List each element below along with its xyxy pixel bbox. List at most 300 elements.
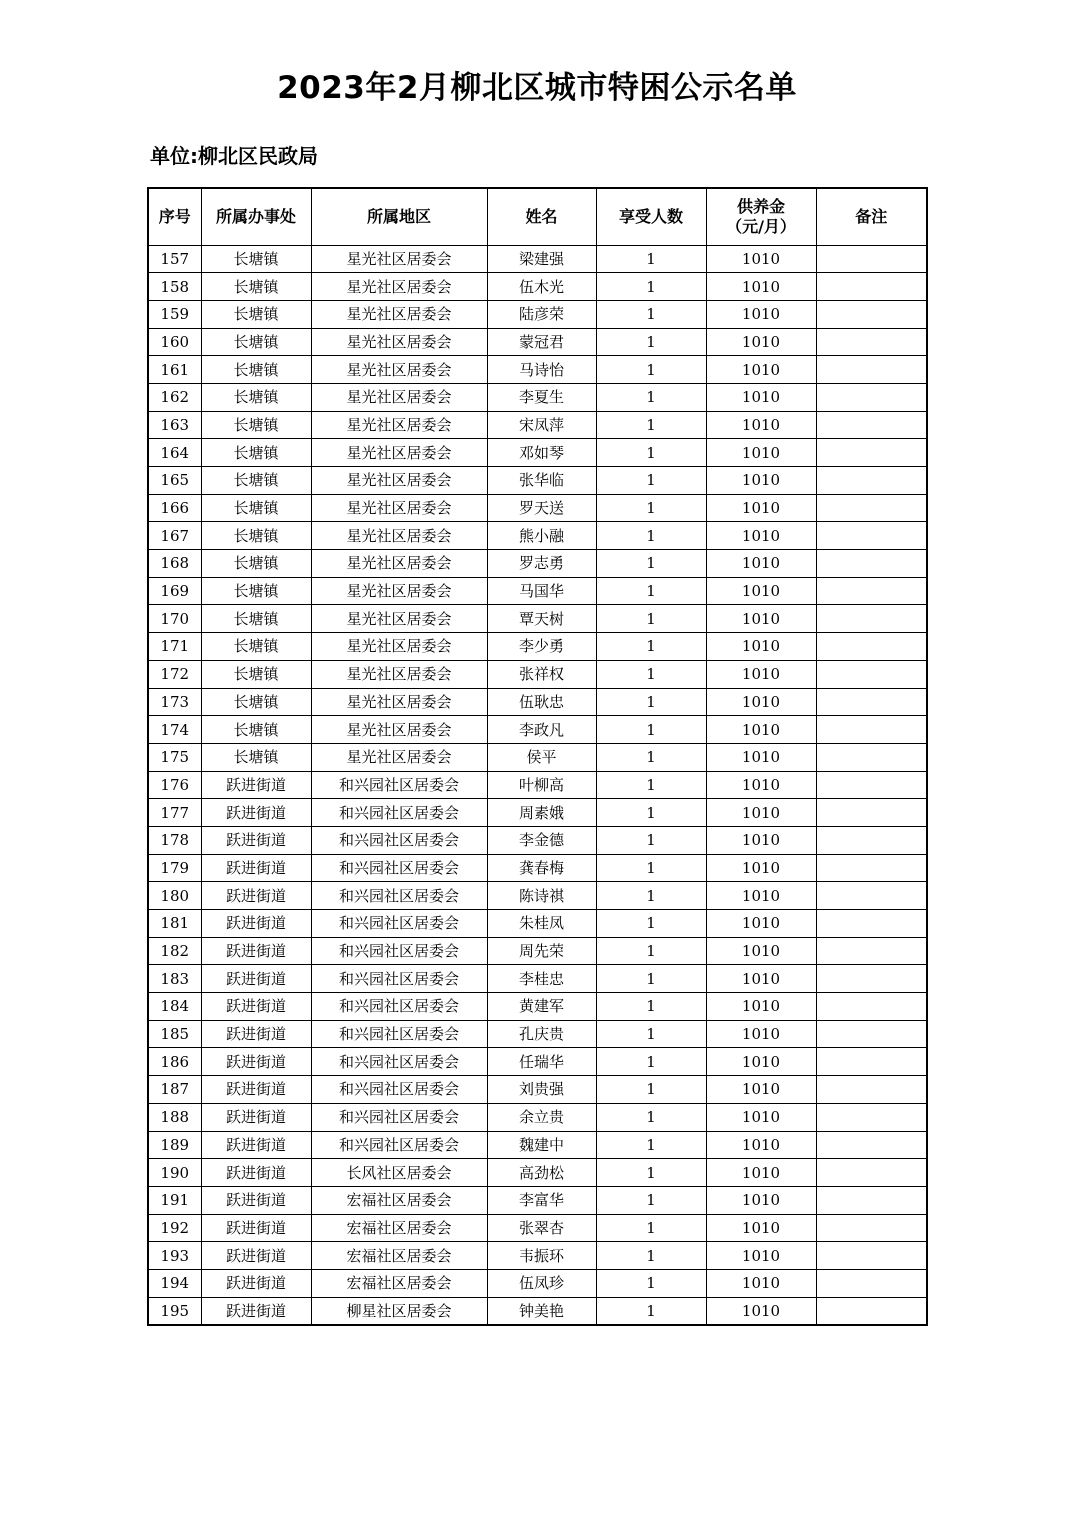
cell-name: 马诗怡	[487, 356, 596, 384]
cell-pension: 1010	[706, 1186, 816, 1214]
cell-remark	[816, 522, 927, 550]
cell-office: 长塘镇	[201, 494, 311, 522]
table-row	[148, 937, 927, 965]
cell-pension: 1010	[706, 771, 816, 799]
page-title: 2023年2月柳北区城市特困公示名单	[277, 70, 797, 106]
cell-count: 1	[596, 743, 706, 771]
cell-seq: 167	[148, 522, 201, 550]
cell-office: 长塘镇	[201, 716, 311, 744]
table-row	[148, 993, 927, 1021]
cell-name: 罗志勇	[487, 550, 596, 578]
cell-office: 跃进街道	[201, 1214, 311, 1242]
cell-remark	[816, 467, 927, 495]
cell-name: 宋凤萍	[487, 411, 596, 439]
table-body	[148, 245, 927, 1325]
cell-seq: 185	[148, 1020, 201, 1048]
cell-seq: 158	[148, 273, 201, 301]
cell-count: 1	[596, 1131, 706, 1159]
cell-office: 长塘镇	[201, 522, 311, 550]
cell-name: 刘贵强	[487, 1076, 596, 1104]
cell-count: 1	[596, 799, 706, 827]
cell-pension: 1010	[706, 882, 816, 910]
cell-office: 长塘镇	[201, 328, 311, 356]
cell-pension: 1010	[706, 799, 816, 827]
table-row	[148, 1242, 927, 1270]
cell-area: 星光社区居委会	[311, 467, 487, 495]
cell-remark	[816, 577, 927, 605]
cell-office: 长塘镇	[201, 467, 311, 495]
header-name: 姓名	[487, 188, 596, 245]
cell-pension: 1010	[706, 300, 816, 328]
cell-pension: 1010	[706, 467, 816, 495]
cell-count: 1	[596, 1076, 706, 1104]
cell-pension: 1010	[706, 411, 816, 439]
cell-remark	[816, 882, 927, 910]
cell-seq: 179	[148, 854, 201, 882]
cell-count: 1	[596, 910, 706, 938]
table-row	[148, 467, 927, 495]
cell-seq: 182	[148, 937, 201, 965]
cell-remark	[816, 550, 927, 578]
cell-office: 跃进街道	[201, 1131, 311, 1159]
cell-pension: 1010	[706, 1159, 816, 1187]
cell-count: 1	[596, 356, 706, 384]
cell-name: 李政凡	[487, 716, 596, 744]
cell-office: 长塘镇	[201, 550, 311, 578]
cell-office: 长塘镇	[201, 577, 311, 605]
cell-count: 1	[596, 854, 706, 882]
cell-seq: 176	[148, 771, 201, 799]
table-row	[148, 799, 927, 827]
cell-seq: 184	[148, 993, 201, 1021]
cell-area: 和兴园社区居委会	[311, 771, 487, 799]
table-row	[148, 965, 927, 993]
cell-area: 和兴园社区居委会	[311, 1131, 487, 1159]
cell-area: 星光社区居委会	[311, 245, 487, 273]
cell-count: 1	[596, 633, 706, 661]
cell-pension: 1010	[706, 1131, 816, 1159]
cell-count: 1	[596, 439, 706, 467]
header-seq: 序号	[148, 188, 201, 245]
cell-count: 1	[596, 383, 706, 411]
cell-name: 黄建军	[487, 993, 596, 1021]
cell-seq: 173	[148, 688, 201, 716]
cell-office: 长塘镇	[201, 300, 311, 328]
table-row	[148, 439, 927, 467]
cell-count: 1	[596, 494, 706, 522]
cell-name: 罗天送	[487, 494, 596, 522]
header-pension-line2: （元/月）	[726, 216, 796, 236]
cell-remark	[816, 605, 927, 633]
cell-pension: 1010	[706, 1297, 816, 1325]
cell-pension: 1010	[706, 1214, 816, 1242]
cell-pension: 1010	[706, 1020, 816, 1048]
cell-count: 1	[596, 273, 706, 301]
cell-seq: 169	[148, 577, 201, 605]
table-row	[148, 328, 927, 356]
table-row	[148, 882, 927, 910]
cell-pension: 1010	[706, 494, 816, 522]
cell-pension: 1010	[706, 273, 816, 301]
cell-seq: 175	[148, 743, 201, 771]
cell-seq: 166	[148, 494, 201, 522]
cell-seq: 193	[148, 1242, 201, 1270]
cell-office: 长塘镇	[201, 245, 311, 273]
cell-count: 1	[596, 550, 706, 578]
cell-area: 星光社区居委会	[311, 688, 487, 716]
cell-seq: 187	[148, 1076, 201, 1104]
cell-office: 长塘镇	[201, 273, 311, 301]
cell-office: 长塘镇	[201, 439, 311, 467]
cell-name: 孔庆贵	[487, 1020, 596, 1048]
table-row	[148, 411, 927, 439]
cell-area: 和兴园社区居委会	[311, 1076, 487, 1104]
cell-count: 1	[596, 1269, 706, 1297]
cell-remark	[816, 1020, 927, 1048]
table-row	[148, 716, 927, 744]
cell-seq: 190	[148, 1159, 201, 1187]
cell-office: 跃进街道	[201, 771, 311, 799]
cell-remark	[816, 273, 927, 301]
header-area: 所属地区	[311, 188, 487, 245]
cell-remark	[816, 1242, 927, 1270]
cell-count: 1	[596, 605, 706, 633]
cell-pension: 1010	[706, 993, 816, 1021]
cell-name: 周素娥	[487, 799, 596, 827]
cell-remark	[816, 743, 927, 771]
cell-seq: 195	[148, 1297, 201, 1325]
cell-area: 和兴园社区居委会	[311, 965, 487, 993]
cell-office: 长塘镇	[201, 605, 311, 633]
cell-count: 1	[596, 1214, 706, 1242]
unit-label: 单位:柳北区民政局	[150, 144, 318, 168]
cell-remark	[816, 965, 927, 993]
cell-count: 1	[596, 826, 706, 854]
cell-seq: 194	[148, 1269, 201, 1297]
cell-pension: 1010	[706, 439, 816, 467]
cell-area: 星光社区居委会	[311, 605, 487, 633]
table-row	[148, 356, 927, 384]
table-row	[148, 910, 927, 938]
cell-name: 龚春梅	[487, 854, 596, 882]
cell-name: 韦振环	[487, 1242, 596, 1270]
table-row	[148, 1131, 927, 1159]
cell-pension: 1010	[706, 1103, 816, 1131]
cell-area: 星光社区居委会	[311, 383, 487, 411]
table-header-row	[148, 188, 927, 245]
table-row	[148, 633, 927, 661]
cell-name: 魏建中	[487, 1131, 596, 1159]
cell-remark	[816, 1159, 927, 1187]
table-row	[148, 771, 927, 799]
cell-count: 1	[596, 1103, 706, 1131]
table-row	[148, 1048, 927, 1076]
table-row	[148, 1214, 927, 1242]
cell-remark	[816, 716, 927, 744]
cell-remark	[816, 1269, 927, 1297]
cell-area: 星光社区居委会	[311, 273, 487, 301]
cell-office: 长塘镇	[201, 383, 311, 411]
header-remark: 备注	[816, 188, 927, 245]
cell-pension: 1010	[706, 1048, 816, 1076]
cell-count: 1	[596, 660, 706, 688]
table-row	[148, 494, 927, 522]
cell-pension: 1010	[706, 633, 816, 661]
table-row	[148, 605, 927, 633]
cell-seq: 178	[148, 826, 201, 854]
cell-seq: 168	[148, 550, 201, 578]
cell-office: 跃进街道	[201, 1159, 311, 1187]
cell-count: 1	[596, 245, 706, 273]
cell-name: 叶柳高	[487, 771, 596, 799]
cell-count: 1	[596, 300, 706, 328]
cell-area: 和兴园社区居委会	[311, 937, 487, 965]
cell-seq: 172	[148, 660, 201, 688]
cell-name: 邓如琴	[487, 439, 596, 467]
cell-remark	[816, 633, 927, 661]
cell-pension: 1010	[706, 910, 816, 938]
cell-office: 长塘镇	[201, 356, 311, 384]
cell-office: 长塘镇	[201, 633, 311, 661]
cell-count: 1	[596, 522, 706, 550]
cell-area: 宏福社区居委会	[311, 1214, 487, 1242]
cell-office: 跃进街道	[201, 882, 311, 910]
cell-count: 1	[596, 1186, 706, 1214]
cell-remark	[816, 1048, 927, 1076]
cell-count: 1	[596, 993, 706, 1021]
cell-name: 钟美艳	[487, 1297, 596, 1325]
cell-pension: 1010	[706, 245, 816, 273]
cell-office: 长塘镇	[201, 660, 311, 688]
cell-name: 张华临	[487, 467, 596, 495]
cell-remark	[816, 383, 927, 411]
cell-seq: 174	[148, 716, 201, 744]
cell-area: 宏福社区居委会	[311, 1186, 487, 1214]
cell-count: 1	[596, 716, 706, 744]
cell-pension: 1010	[706, 1269, 816, 1297]
cell-name: 李夏生	[487, 383, 596, 411]
cell-count: 1	[596, 882, 706, 910]
cell-name: 张祥权	[487, 660, 596, 688]
cell-pension: 1010	[706, 328, 816, 356]
cell-area: 和兴园社区居委会	[311, 910, 487, 938]
cell-pension: 1010	[706, 356, 816, 384]
cell-office: 跃进街道	[201, 1186, 311, 1214]
cell-remark	[816, 993, 927, 1021]
cell-office: 跃进街道	[201, 1076, 311, 1104]
header-pension	[706, 188, 816, 245]
cell-office: 跃进街道	[201, 854, 311, 882]
cell-area: 星光社区居委会	[311, 633, 487, 661]
cell-office: 跃进街道	[201, 1269, 311, 1297]
cell-name: 伍耿忠	[487, 688, 596, 716]
cell-pension: 1010	[706, 660, 816, 688]
cell-remark	[816, 1103, 927, 1131]
cell-name: 蒙冠君	[487, 328, 596, 356]
cell-remark	[816, 1186, 927, 1214]
cell-seq: 189	[148, 1131, 201, 1159]
cell-area: 星光社区居委会	[311, 411, 487, 439]
cell-seq: 157	[148, 245, 201, 273]
cell-seq: 192	[148, 1214, 201, 1242]
cell-office: 跃进街道	[201, 1242, 311, 1270]
cell-pension: 1010	[706, 577, 816, 605]
cell-area: 和兴园社区居委会	[311, 1103, 487, 1131]
roster-table	[147, 187, 928, 1326]
cell-remark	[816, 660, 927, 688]
cell-remark	[816, 799, 927, 827]
cell-area: 星光社区居委会	[311, 522, 487, 550]
cell-name: 李富华	[487, 1186, 596, 1214]
table-row	[148, 1269, 927, 1297]
cell-seq: 160	[148, 328, 201, 356]
cell-remark	[816, 356, 927, 384]
cell-seq: 159	[148, 300, 201, 328]
cell-name: 高劲松	[487, 1159, 596, 1187]
header-office: 所属办事处	[201, 188, 311, 245]
cell-area: 和兴园社区居委会	[311, 799, 487, 827]
table-row	[148, 577, 927, 605]
cell-pension: 1010	[706, 688, 816, 716]
cell-pension: 1010	[706, 716, 816, 744]
cell-name: 朱桂凤	[487, 910, 596, 938]
cell-seq: 163	[148, 411, 201, 439]
cell-area: 和兴园社区居委会	[311, 882, 487, 910]
cell-pension: 1010	[706, 605, 816, 633]
cell-office: 跃进街道	[201, 1103, 311, 1131]
table-row	[148, 1159, 927, 1187]
cell-area: 柳星社区居委会	[311, 1297, 487, 1325]
cell-remark	[816, 910, 927, 938]
table-row	[148, 273, 927, 301]
cell-pension: 1010	[706, 743, 816, 771]
cell-office: 长塘镇	[201, 411, 311, 439]
cell-count: 1	[596, 1048, 706, 1076]
cell-office: 跃进街道	[201, 1020, 311, 1048]
cell-pension: 1010	[706, 1076, 816, 1104]
cell-remark	[816, 411, 927, 439]
cell-count: 1	[596, 467, 706, 495]
table-row	[148, 1297, 927, 1325]
cell-seq: 188	[148, 1103, 201, 1131]
cell-remark	[816, 1076, 927, 1104]
cell-area: 和兴园社区居委会	[311, 826, 487, 854]
cell-area: 和兴园社区居委会	[311, 1048, 487, 1076]
table-row	[148, 1020, 927, 1048]
cell-count: 1	[596, 411, 706, 439]
cell-remark	[816, 1214, 927, 1242]
cell-name: 覃天树	[487, 605, 596, 633]
cell-count: 1	[596, 937, 706, 965]
cell-seq: 162	[148, 383, 201, 411]
cell-remark	[816, 854, 927, 882]
cell-count: 1	[596, 1159, 706, 1187]
cell-name: 马国华	[487, 577, 596, 605]
table-row	[148, 522, 927, 550]
cell-area: 星光社区居委会	[311, 439, 487, 467]
cell-name: 伍凤珍	[487, 1269, 596, 1297]
cell-area: 长风社区居委会	[311, 1159, 487, 1187]
cell-name: 周先荣	[487, 937, 596, 965]
cell-area: 宏福社区居委会	[311, 1242, 487, 1270]
cell-count: 1	[596, 577, 706, 605]
cell-remark	[816, 439, 927, 467]
table-row	[148, 854, 927, 882]
cell-count: 1	[596, 965, 706, 993]
cell-remark	[816, 937, 927, 965]
cell-name: 李桂忠	[487, 965, 596, 993]
cell-seq: 183	[148, 965, 201, 993]
cell-office: 跃进街道	[201, 965, 311, 993]
cell-area: 和兴园社区居委会	[311, 993, 487, 1021]
cell-area: 星光社区居委会	[311, 356, 487, 384]
header-count: 享受人数	[596, 188, 706, 245]
cell-seq: 181	[148, 910, 201, 938]
cell-name: 张翠杏	[487, 1214, 596, 1242]
cell-pension: 1010	[706, 522, 816, 550]
cell-pension: 1010	[706, 854, 816, 882]
cell-remark	[816, 245, 927, 273]
table-row	[148, 660, 927, 688]
table-row	[148, 826, 927, 854]
cell-pension: 1010	[706, 937, 816, 965]
cell-seq: 170	[148, 605, 201, 633]
cell-area: 星光社区居委会	[311, 300, 487, 328]
cell-count: 1	[596, 771, 706, 799]
cell-remark	[816, 300, 927, 328]
cell-pension: 1010	[706, 383, 816, 411]
cell-count: 1	[596, 688, 706, 716]
cell-office: 长塘镇	[201, 743, 311, 771]
table-row	[148, 1186, 927, 1214]
cell-office: 跃进街道	[201, 1048, 311, 1076]
cell-area: 星光社区居委会	[311, 743, 487, 771]
cell-count: 1	[596, 328, 706, 356]
cell-area: 和兴园社区居委会	[311, 1020, 487, 1048]
cell-seq: 165	[148, 467, 201, 495]
cell-pension: 1010	[706, 826, 816, 854]
cell-pension: 1010	[706, 1242, 816, 1270]
cell-seq: 164	[148, 439, 201, 467]
cell-name: 伍木光	[487, 273, 596, 301]
cell-remark	[816, 1131, 927, 1159]
cell-count: 1	[596, 1297, 706, 1325]
cell-area: 宏福社区居委会	[311, 1269, 487, 1297]
header-pension-line1: 供养金	[736, 196, 785, 216]
cell-name: 李少勇	[487, 633, 596, 661]
cell-remark	[816, 688, 927, 716]
cell-name: 熊小融	[487, 522, 596, 550]
cell-seq: 171	[148, 633, 201, 661]
cell-office: 长塘镇	[201, 688, 311, 716]
cell-office: 跃进街道	[201, 826, 311, 854]
table-row	[148, 1076, 927, 1104]
cell-name: 任瑞华	[487, 1048, 596, 1076]
cell-area: 星光社区居委会	[311, 716, 487, 744]
cell-pension: 1010	[706, 965, 816, 993]
cell-count: 1	[596, 1020, 706, 1048]
cell-seq: 186	[148, 1048, 201, 1076]
cell-area: 星光社区居委会	[311, 328, 487, 356]
table-row	[148, 300, 927, 328]
cell-seq: 191	[148, 1186, 201, 1214]
cell-office: 跃进街道	[201, 1297, 311, 1325]
cell-name: 侯平	[487, 743, 596, 771]
cell-seq: 161	[148, 356, 201, 384]
cell-pension: 1010	[706, 550, 816, 578]
cell-area: 星光社区居委会	[311, 660, 487, 688]
table-row	[148, 550, 927, 578]
